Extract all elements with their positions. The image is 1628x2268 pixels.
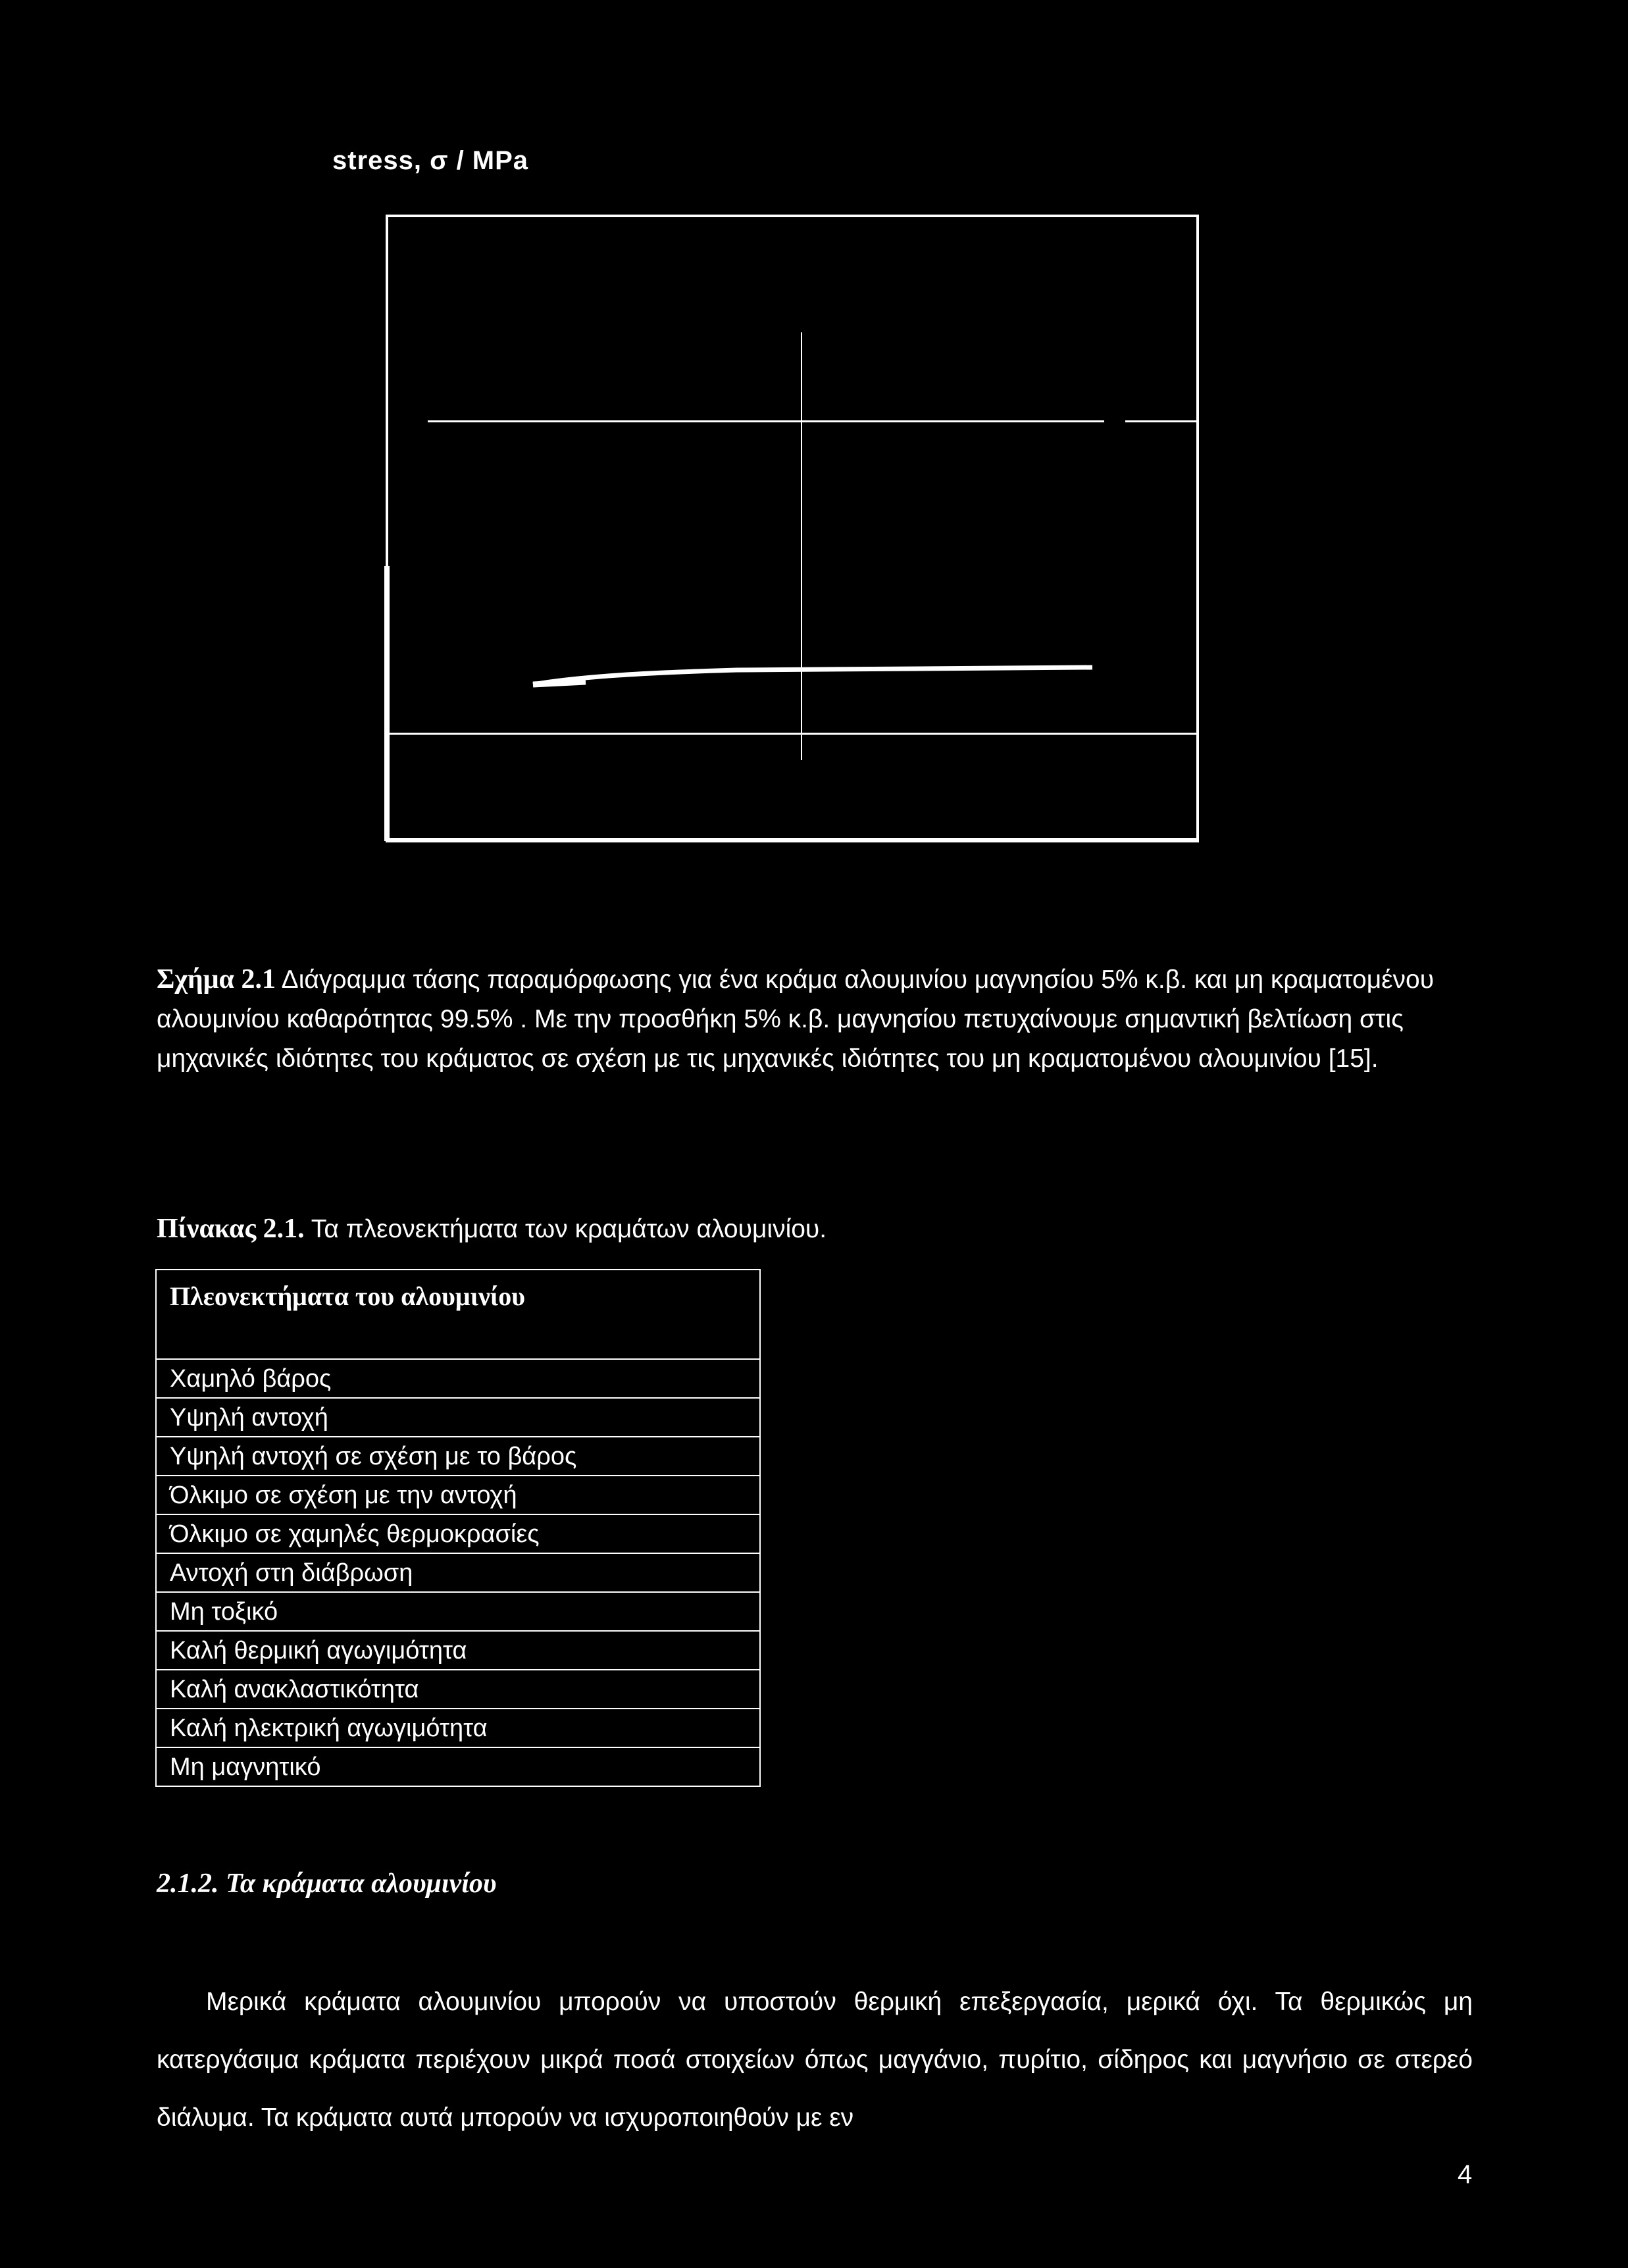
figure-frame <box>387 216 1198 841</box>
table-header-cell: Πλεονεκτήματα του αλουμινίου <box>156 1270 760 1359</box>
table-cell: Όλκιμο σε σχέση με την αντοχή <box>156 1476 760 1514</box>
table-cell: Μη τοξικό <box>156 1592 760 1631</box>
figure-caption-text: Διάγραμμα τάσης παραμόρφωσης για ένα κράμα αλουμινίου μαγνησίου 5% κ.β. και μη κραματομένου αλουμινίου καθαρότητας 99.5% . Με την προσθήκη 5% κ.β. μαγνησίου πετυχαίνουμε σημαντική βελτίωση στις μηχανικές ιδιότητες του κράματος σε σχέση με τις μηχανικές ιδιότητες του μη κραματομένου αλουμινίου [15]. <box>157 966 1435 1073</box>
figure-stress-strain-curve <box>533 667 1092 684</box>
table-cell: Υψηλή αντοχή σε σχέση με το βάρος <box>156 1437 760 1476</box>
table-row <box>156 1709 760 1747</box>
table-row <box>156 1514 760 1553</box>
advantages-table <box>155 1269 761 1787</box>
table-title <box>157 1213 827 1245</box>
table-title-text: Τα πλεονεκτήματα των κραμάτων αλουμινίου. <box>304 1215 827 1243</box>
table-cell: Χαμηλό βάρος <box>156 1359 760 1398</box>
table-row <box>156 1359 760 1398</box>
table-row <box>156 1476 760 1514</box>
table-row <box>156 1631 760 1670</box>
table-cell: Καλή ανακλαστικότητα <box>156 1670 760 1709</box>
table-header-row <box>156 1270 760 1359</box>
body-paragraph: Μερικά κράματα αλουμινίου μπορούν να υποστούν θερμική επεξεργασία, μερικά όχι. Τα θερμικώς μη κατεργάσιμα κράματα περιέχουν μικρά ποσά στοιχείων όπως μαγγάνιο, πυρίτιο, σίδηρος και μαγνήσιο σε στερεό διάλυμα. Τα κράματα αυτά μπορούν να ισχυροποιηθούν με εν <box>157 1988 1473 2132</box>
table-row <box>156 1592 760 1631</box>
table-row <box>156 1747 760 1786</box>
table-cell: Όλκιμο σε χαμηλές θερμοκρασίες <box>156 1514 760 1553</box>
figure-caption <box>157 960 1473 1079</box>
section-heading: 2.1.2. Τα κράματα αλουμινίου <box>157 1869 497 1899</box>
table-cell: Μη μαγνητικό <box>156 1747 760 1786</box>
figure-y-axis-label: stress, σ / MPa <box>332 146 529 175</box>
table-row <box>156 1398 760 1437</box>
table-row <box>156 1670 760 1709</box>
figure-caption-label: Σχήμα 2.1 <box>157 964 276 994</box>
figure-curve-start-tail <box>533 682 586 684</box>
table-cell: Καλή ηλεκτρική αγωγιμότητα <box>156 1709 760 1747</box>
table-cell: Καλή θερμική αγωγιμότητα <box>156 1631 760 1670</box>
table-row <box>156 1553 760 1592</box>
table-row <box>156 1437 760 1476</box>
table-cell: Αντοχή στη διάβρωση <box>156 1553 760 1592</box>
table-cell: Υψηλή αντοχή <box>156 1398 760 1437</box>
page-number: 4 <box>1458 2160 1473 2189</box>
stress-strain-figure <box>369 197 1224 856</box>
table-title-label: Πίνακας 2.1. <box>157 1214 305 1244</box>
